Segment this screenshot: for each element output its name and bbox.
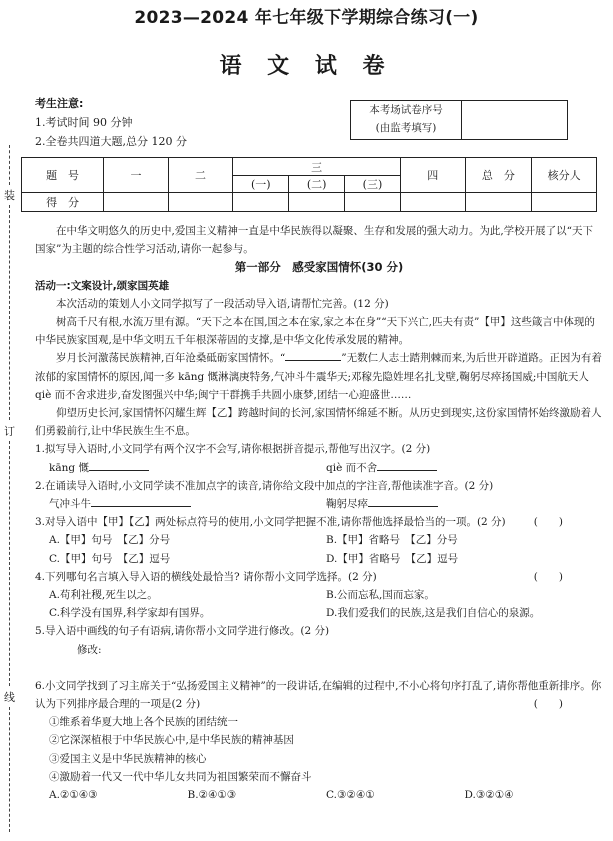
exam-body (35, 222, 603, 804)
score-row-label: 得 分 (22, 193, 104, 212)
score-cell[interactable] (233, 193, 289, 212)
q6-option-a[interactable]: A.②①④③ (49, 789, 98, 802)
q4-option-d[interactable]: D.我们爱我们的民族,这是我们自信心的泉源。 (326, 607, 541, 620)
q6-sentence-1: ①维系着华夏大地上各个民族的团结统一 (49, 716, 238, 729)
score-header-3c: (三) (345, 176, 401, 193)
q1-answer-blank[interactable] (89, 470, 149, 471)
q6-option-c[interactable]: C.③②④① (326, 789, 375, 802)
notes-heading: 考生注意: (35, 97, 84, 110)
q6-sentence-2: ②它深深植根于中华民族心中,是中华民族的精神基因 (49, 734, 294, 747)
q3-stem: 3.对导入语中【甲】【乙】两处标点符号的使用,小文同学把握不准,请你帮他选择最恰当的一项。(2 分) (35, 516, 506, 529)
q2-answer-blank[interactable] (368, 506, 438, 507)
paper-id-label-1: 本考场试卷序号 (369, 104, 443, 116)
q4-option-c[interactable]: C.科学没有国界,科学家却有国界。 (49, 607, 211, 620)
q3-option-a[interactable]: A.【甲】句号 【乙】分号 (49, 534, 171, 547)
q3-option-c[interactable]: C.【甲】句号 【乙】逗号 (49, 552, 171, 565)
exam-subtitle: 语 文 试 卷 (219, 54, 394, 79)
score-header-1: 一 (104, 158, 169, 193)
question-2-answers (35, 495, 603, 513)
score-header-3b: (二) (289, 176, 345, 193)
q4-options-row-1 (35, 586, 603, 604)
question-4 (35, 568, 603, 586)
score-header-checker: 核分人 (532, 158, 597, 193)
score-header-total: 总 分 (465, 158, 532, 193)
candidate-notes (35, 94, 187, 151)
notes-line-1: 1.考试时间 90 分钟 (35, 116, 133, 129)
paper-id-box (350, 100, 568, 140)
question-3 (35, 513, 603, 531)
q1-item-a: kāng 慨 (49, 461, 89, 474)
q4-answer-paren[interactable]: ( ) (533, 570, 563, 583)
intro-paragraph: 在中华文明悠久的历史中,爱国主义精神一直是中华民族得以凝聚、生存和发展的强大动力。为此,学校开展了以“天下国家”为主题的综合性学习活动,请你一起参与。 (35, 225, 594, 256)
q6-answer-paren[interactable]: ( ) (533, 698, 563, 711)
q6-option-b[interactable]: B.②④①③ (187, 789, 237, 802)
q3-options-row-1 (35, 531, 603, 549)
binding-line (9, 145, 10, 185)
margin-char-ding: 订 (4, 425, 15, 438)
margin-char-zhuang: 装 (4, 189, 15, 202)
binding-line (9, 205, 10, 420)
question-2: 2.在诵读导入语时,小文同学读不准加点字的读音,请你给文段中加点的字注音,帮他读准字音。(2 分) (35, 479, 494, 492)
q4-option-a[interactable]: A.苟利社稷,死生以之。 (49, 589, 158, 602)
q3-option-b[interactable]: B.【甲】省略号 【乙】分号 (326, 534, 458, 547)
score-header-3: 三 (233, 158, 401, 176)
quote-blank[interactable] (285, 360, 341, 361)
paper-id-label-2: (由监考填写) (375, 122, 437, 134)
score-cell[interactable] (104, 193, 169, 212)
q6-options (35, 786, 603, 804)
score-cell[interactable] (345, 193, 401, 212)
score-header-3a: (一) (233, 176, 289, 193)
q2-item-b: 鞠躬尽瘁 (326, 498, 368, 511)
part1-title: 第一部分 感受家国情怀(30 分) (234, 260, 404, 275)
question-1: 1.拟写导入语时,小文同学有两个汉字不会写,请你根据拼音提示,帮他写出汉字。(2 分) (35, 443, 431, 456)
q4-option-b[interactable]: B.公而忘私,国而忘家。 (326, 589, 435, 602)
margin-char-xian: 线 (4, 691, 15, 704)
binding-line (9, 707, 10, 832)
score-header-title: 题 号 (22, 158, 104, 193)
q6-stem: 6.小文同学找到了习主席关于“弘扬爱国主义精神”的一段讲话,在编辑的过程中,不小心将句序打乱了,请你帮他重新排序。你认为下列排序最合理的一项是(2 分) (35, 679, 602, 711)
lead-paragraph-3: 仰望历史长河,家国情怀闪耀生辉【乙】跨越时间的长河,家国情怀绵延不断。从历史到现实,这份家国情怀始终激励着人们勇毅前行,让中华民族生生不息。 (35, 407, 602, 438)
score-cell[interactable] (168, 193, 233, 212)
lead-paragraph-2 (35, 349, 603, 404)
q3-options-row-2 (35, 550, 603, 568)
score-cell[interactable] (465, 193, 532, 212)
q6-sentence-3: ③爱国主义是中华民族精神的核心 (49, 752, 207, 765)
lead-paragraph-2-part-b: ”无数仁人志士踏荆棘而来,为后世开辟道路。正因为有着浓郁的家国情怀的原因,闻一多 kāng 慨淋漓庚特务,气冲斗牛震华天;邓稼先隐姓埋名扎戈壁,鞠躬尽瘁扬国威;中国航天人 qiè 而不舍求进步,奋发图强兴中华;闽宁干群携手共圆小康梦,团结一心迎盛世…… (35, 352, 602, 401)
question-6 (35, 677, 603, 713)
q1-item-b: qiè 而不舍 (326, 461, 378, 474)
q2-answer-blank[interactable] (91, 506, 191, 507)
exam-title: 2023—2024 年七年级下学期综合练习(一) (134, 8, 479, 28)
binding-line (9, 441, 10, 686)
question-5: 5.导入语中画线的句子有语病,请你帮小文同学进行修改。(2 分) (35, 625, 330, 638)
q6-sentence-4: ④激励着一代又一代中华儿女共同为祖国繁荣而不懈奋斗 (49, 770, 312, 783)
q6-option-d[interactable]: D.③②①④ (464, 789, 514, 802)
question-1-answers (35, 459, 603, 477)
q3-option-d[interactable]: D.【甲】省略号 【乙】逗号 (326, 552, 459, 565)
q2-item-a: 气冲斗牛 (49, 498, 91, 511)
score-cell[interactable] (289, 193, 345, 212)
notes-line-2: 2.全卷共四道大题,总分 120 分 (35, 135, 187, 148)
q4-options-row-2 (35, 604, 603, 622)
paper-id-label (351, 101, 462, 139)
score-cell[interactable] (400, 193, 465, 212)
lead-paragraph-2-part-a: 岁月长河激荡民族精神,百年沧桑砥砺家国情怀。“ (56, 352, 286, 365)
q1-answer-blank[interactable] (377, 470, 437, 471)
q5-fix-label: 修改: (77, 643, 102, 656)
score-header-4: 四 (400, 158, 465, 193)
score-table (21, 157, 597, 212)
q3-answer-paren[interactable]: ( ) (533, 516, 563, 529)
q4-stem: 4.下列哪句名言填入导入语的横线处最恰当? 请你帮小文同学选择。(2 分) (35, 570, 377, 583)
activity1-title: 活动一:文案设计,颂家国英雄 (35, 279, 170, 292)
lead-paragraph-1: 树高千尺有根,水流万里有源。“天下之本在国,国之本在家,家之本在身”“天下兴亡,匹夫有责”【甲】这些箴言中体现的中华民族家国观,是中华文明五千年根深蒂固的支撑,是中华文化传承发展的精神。 (35, 316, 595, 347)
activity1-task: 本次活动的策划人小文同学拟写了一段活动导入语,请帮忙完善。(12 分) (56, 297, 389, 310)
score-cell[interactable] (532, 193, 597, 212)
q5-answer-space[interactable] (35, 659, 603, 677)
score-header-2: 二 (168, 158, 233, 193)
